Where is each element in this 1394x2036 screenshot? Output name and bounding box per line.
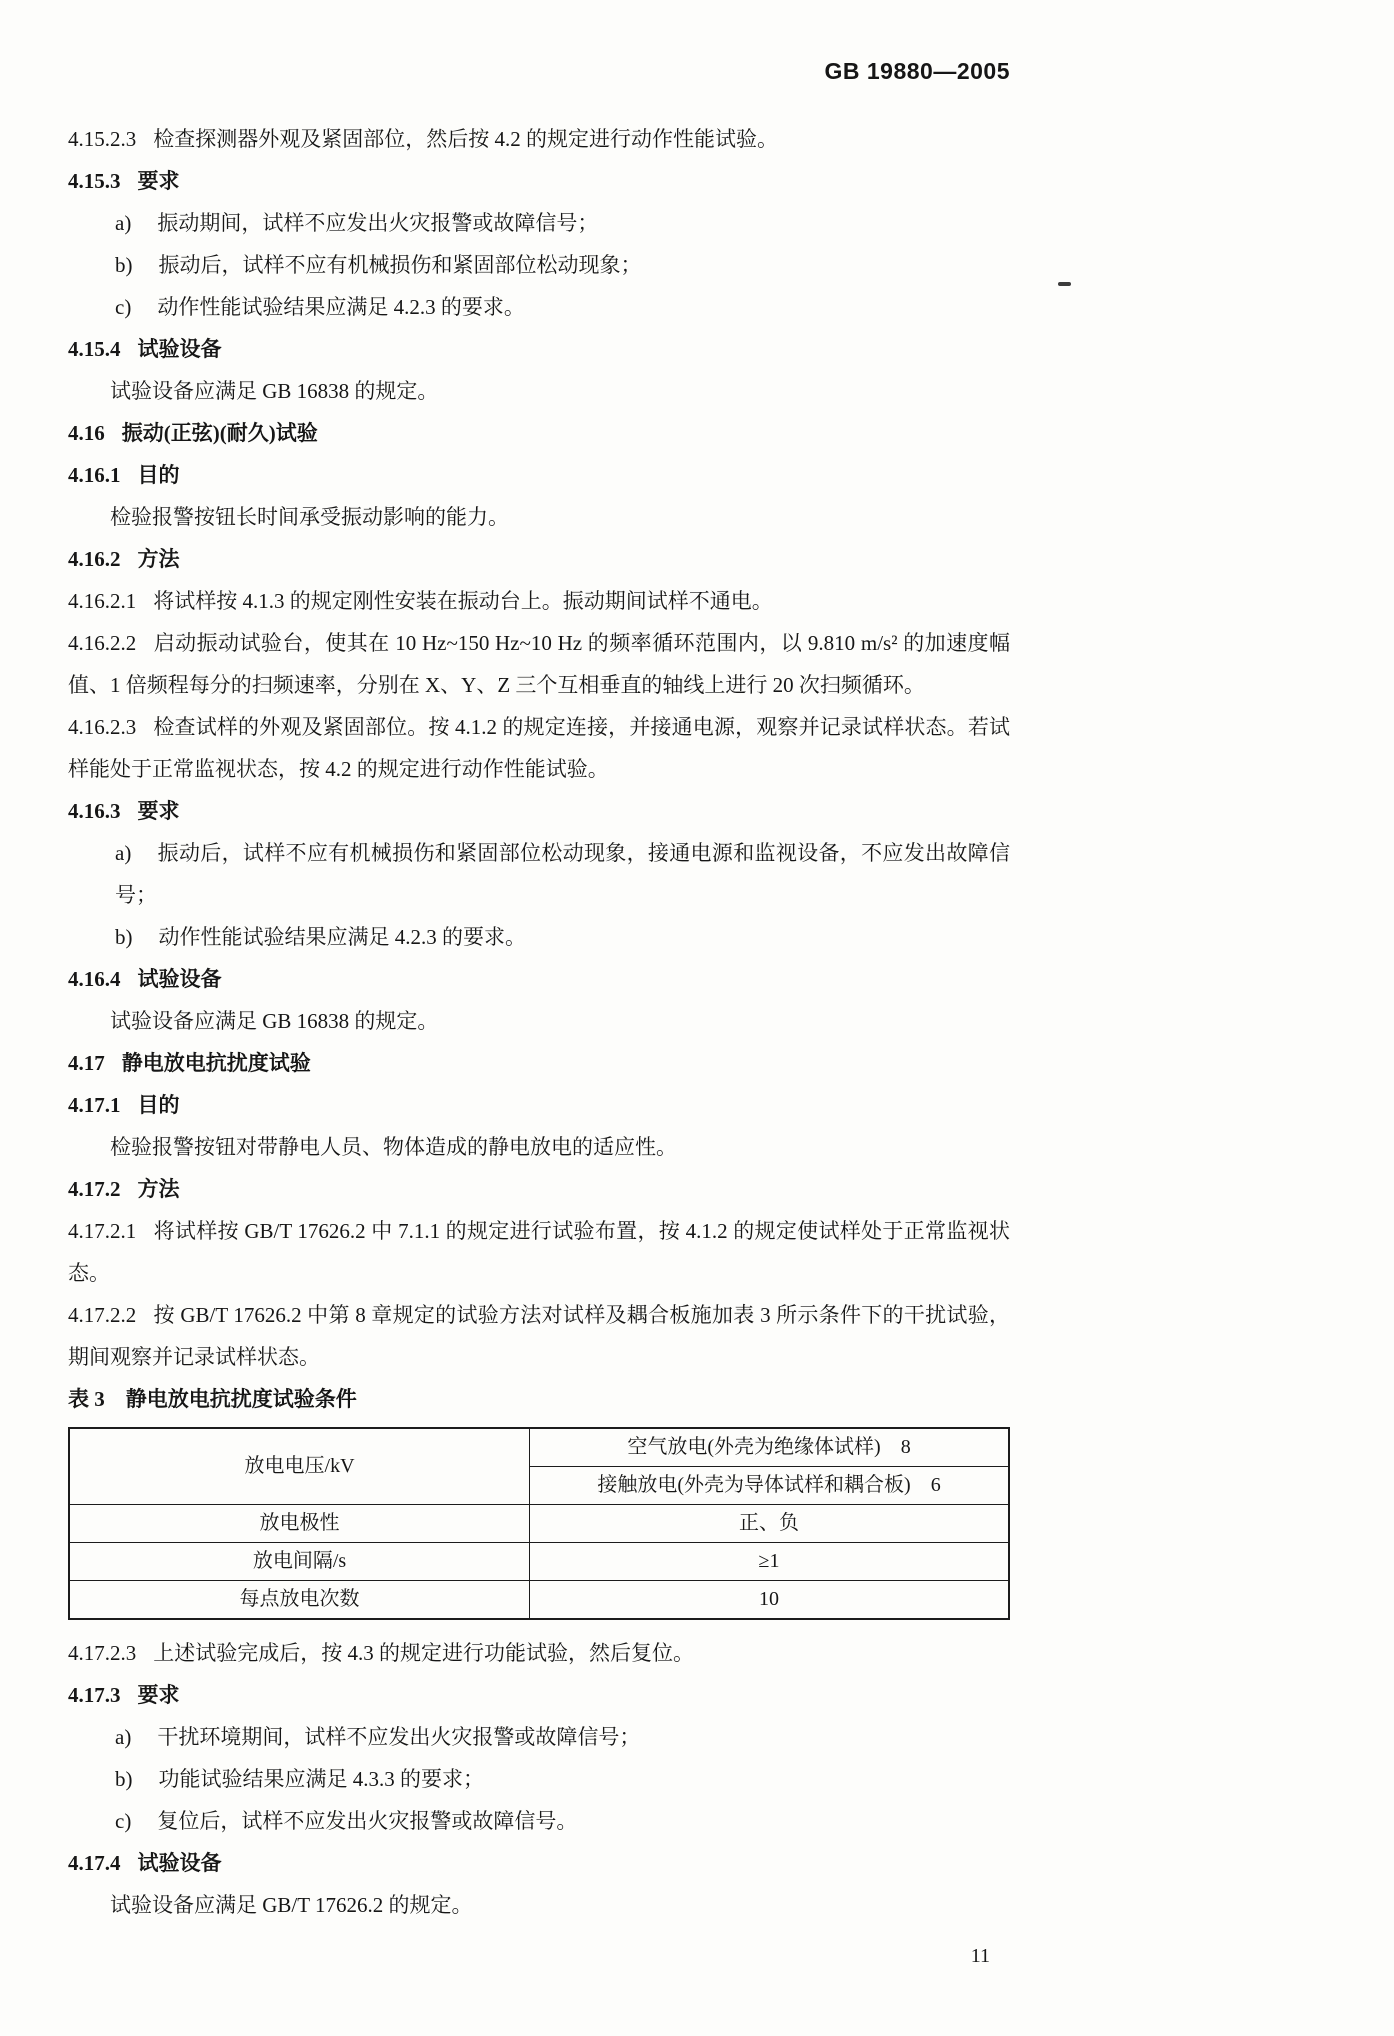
clause-number: 4.17.3	[68, 1683, 121, 1707]
list-marker: a)	[115, 1725, 132, 1749]
clause-number: 4.16.2.3	[68, 715, 137, 739]
clause-text: 检查试样的外观及紧固部位。按 4.1.2 的规定连接，并接通电源，观察并记录试样状态。若试样能处于正常监视状态，按 4.2 的规定进行动作性能试验。	[68, 715, 1010, 781]
clause-heading	[68, 412, 1010, 454]
list-marker: b)	[115, 1767, 133, 1791]
clause-paragraph	[68, 622, 1010, 706]
clause-number: 4.16.3	[68, 799, 121, 823]
body-paragraph: 试验设备应满足 GB 16838 的规定。	[110, 379, 439, 403]
table-row	[69, 1581, 1009, 1620]
list-item	[68, 832, 1010, 916]
clause-heading	[68, 1042, 1010, 1084]
list-marker: c)	[115, 1809, 132, 1833]
table-cell-value: 正、负	[530, 1505, 1009, 1543]
clause-title: 试验设备	[137, 1851, 222, 1875]
standard-code: GB 19880—2005	[824, 58, 1010, 84]
list-item	[68, 1716, 1010, 1758]
clause-heading	[68, 790, 1010, 832]
list-text: 功能试验结果应满足 4.3.3 的要求；	[158, 1767, 484, 1791]
clause-paragraph	[68, 580, 1010, 622]
clause-text: 检查探测器外观及紧固部位，然后按 4.2 的规定进行动作性能试验。	[153, 127, 778, 151]
page-number: 11	[970, 1945, 990, 1967]
clause-number: 4.17.2.2	[68, 1303, 137, 1327]
table-row	[69, 1428, 1009, 1467]
clause-number: 4.16.2.2	[68, 631, 137, 655]
list-text: 干扰环境期间，试样不应发出火灾报警或故障信号；	[157, 1725, 641, 1749]
clause-number: 4.17.2	[68, 1177, 121, 1201]
clause-number: 4.16.2	[68, 547, 121, 571]
list-text: 振动期间，试样不应发出火灾报警或故障信号；	[157, 211, 599, 235]
clause-heading	[68, 328, 1010, 370]
list-marker: c)	[115, 295, 132, 319]
clause-heading	[68, 1842, 1010, 1884]
document-body	[68, 118, 1010, 1926]
esd-test-conditions-table	[68, 1427, 1010, 1620]
clause-paragraph	[68, 1294, 1010, 1378]
clause-title: 方法	[137, 547, 180, 571]
clause-heading	[68, 1168, 1010, 1210]
table-cell-label: 放电间隔/s	[69, 1543, 530, 1581]
clause-title: 试验设备	[137, 337, 222, 361]
clause-number: 4.17.1	[68, 1093, 121, 1117]
list-item	[68, 1800, 1010, 1842]
list-marker: a)	[115, 841, 132, 865]
list-item	[68, 244, 1010, 286]
list-item	[68, 202, 1010, 244]
clause-number: 4.16.1	[68, 463, 121, 487]
list-marker: b)	[115, 925, 133, 949]
list-text: 振动后，试样不应有机械损伤和紧固部位松动现象，接通电源和监视设备，不应发出故障信号；	[115, 841, 1010, 907]
clause-number: 4.17.2.1	[68, 1219, 137, 1243]
table-cell-value: 10	[530, 1581, 1009, 1620]
clause-title: 振动(正弦)(耐久)试验	[121, 421, 318, 445]
table-cell-label: 放电极性	[69, 1505, 530, 1543]
clause-heading	[68, 454, 1010, 496]
clause-text: 按 GB/T 17626.2 中第 8 章规定的试验方法对试样及耦合板施加表 3 所示条件下的干扰试验，期间观察并记录试样状态。	[68, 1303, 1010, 1369]
list-item	[68, 1758, 1010, 1800]
list-item	[68, 916, 1010, 958]
clause-paragraph	[68, 118, 1010, 160]
list-text: 动作性能试验结果应满足 4.2.3 的要求。	[158, 925, 526, 949]
clause-number: 4.15.4	[68, 337, 121, 361]
clause-title: 方法	[137, 1177, 180, 1201]
clause-title: 要求	[137, 1683, 180, 1707]
list-item	[68, 286, 1010, 328]
table-cell-label: 放电电压/kV	[69, 1428, 530, 1505]
scan-artifact-dash	[1058, 282, 1071, 286]
table-row	[69, 1505, 1009, 1543]
clause-heading	[68, 1084, 1010, 1126]
table-cell-label: 每点放电次数	[69, 1581, 530, 1620]
table-cell-value: ≥1	[530, 1543, 1009, 1581]
list-marker: a)	[115, 211, 132, 235]
list-text: 复位后，试样不应发出火灾报警或故障信号。	[157, 1809, 578, 1833]
body-paragraph: 试验设备应满足 GB 16838 的规定。	[110, 1009, 439, 1033]
clause-title: 要求	[137, 799, 180, 823]
clause-heading	[68, 538, 1010, 580]
clause-number: 4.17.2.3	[68, 1641, 137, 1665]
clause-number: 4.15.3	[68, 169, 121, 193]
clause-heading	[68, 958, 1010, 1000]
clause-text: 将试样按 GB/T 17626.2 中 7.1.1 的规定进行试验布置，按 4.1.2 的规定使试样处于正常监视状态。	[68, 1219, 1010, 1285]
clause-number: 4.16.4	[68, 967, 121, 991]
list-text: 振动后，试样不应有机械损伤和紧固部位松动现象；	[158, 253, 642, 277]
clause-number: 4.15.2.3	[68, 127, 137, 151]
clause-title: 目的	[137, 463, 180, 487]
clause-title: 要求	[137, 169, 180, 193]
clause-heading	[68, 1674, 1010, 1716]
table-cell-value: 接触放电(外壳为导体试样和耦合板) 6	[530, 1467, 1009, 1505]
clause-paragraph	[68, 706, 1010, 790]
clause-number: 4.17	[68, 1051, 105, 1075]
table-caption: 表 3 静电放电抗扰度试验条件	[68, 1387, 357, 1411]
clause-paragraph	[68, 1632, 1010, 1674]
clause-title: 静电放电抗扰度试验	[121, 1051, 311, 1075]
clause-number: 4.17.4	[68, 1851, 121, 1875]
clause-title: 目的	[137, 1093, 180, 1117]
table-row	[69, 1543, 1009, 1581]
clause-title: 试验设备	[137, 967, 222, 991]
body-paragraph: 检验报警按钮长时间承受振动影响的能力。	[110, 505, 509, 529]
body-paragraph: 检验报警按钮对带静电人员、物体造成的静电放电的适应性。	[110, 1135, 677, 1159]
clause-text: 上述试验完成后，按 4.3 的规定进行功能试验，然后复位。	[153, 1641, 694, 1665]
list-text: 动作性能试验结果应满足 4.2.3 的要求。	[157, 295, 525, 319]
clause-heading	[68, 160, 1010, 202]
clause-number: 4.16.2.1	[68, 589, 137, 613]
clause-text: 启动振动试验台，使其在 10 Hz~150 Hz~10 Hz 的频率循环范围内，以 9.810 m/s² 的加速度幅值、1 倍频程每分的扫频速率，分别在 X、Y、Z 三个互相垂直的轴线上进行 20 次扫频循环。	[68, 631, 1010, 697]
clause-text: 将试样按 4.1.3 的规定刚性安装在振动台上。振动期间试样不通电。	[153, 589, 773, 613]
clause-number: 4.16	[68, 421, 105, 445]
list-marker: b)	[115, 253, 133, 277]
body-paragraph: 试验设备应满足 GB/T 17626.2 的规定。	[110, 1893, 473, 1917]
table-cell-value: 空气放电(外壳为绝缘体试样) 8	[530, 1428, 1009, 1467]
clause-paragraph	[68, 1210, 1010, 1294]
